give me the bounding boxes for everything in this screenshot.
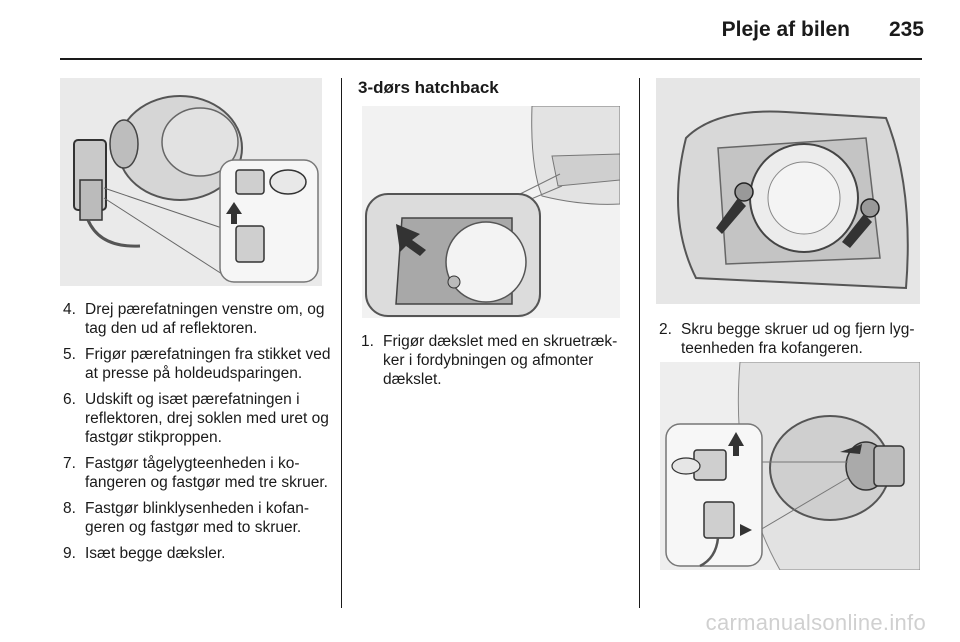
list-item xyxy=(60,390,332,447)
steps-list-right xyxy=(656,320,928,365)
list-item xyxy=(656,320,928,358)
list-item xyxy=(60,499,332,537)
bulb-removal-drawing xyxy=(660,362,920,570)
step-number: 2. xyxy=(659,321,672,338)
list-item xyxy=(358,332,630,389)
steps-list-middle xyxy=(358,332,630,396)
bumper-cover-drawing xyxy=(362,106,620,318)
fog-lamp-bulb-drawing xyxy=(60,78,322,286)
column-divider-left xyxy=(341,78,342,608)
step-number: 7. xyxy=(63,455,76,472)
watermark: carmanualsonline.info xyxy=(705,610,926,635)
list-item xyxy=(60,454,332,492)
step-number: 4. xyxy=(63,301,76,318)
step-text: Drej pærefatningen venstre om, og tag den ud af reflektoren. xyxy=(85,301,325,337)
step-number: 6. xyxy=(63,391,76,408)
section-title: 3-dørs hatchback xyxy=(358,78,499,97)
list-item xyxy=(60,300,332,338)
fog-lamp-screws-illustration xyxy=(656,78,920,304)
header-title: Pleje af bilen xyxy=(721,18,850,41)
step-text: Frigør dækslet med en skruetrækker i fordybningen og afmonter dækslet. xyxy=(383,333,618,388)
page-header xyxy=(0,0,960,60)
step-text: Frigør pærefatningen fra stikket ved at presse på holdeudsparingen. xyxy=(85,346,331,382)
step-number: 5. xyxy=(63,346,76,363)
page-number: 235 xyxy=(888,18,924,41)
list-item xyxy=(60,345,332,383)
step-text: Fastgør tågelygteenheden i kofangeren og fastgør med tre skruer. xyxy=(85,455,328,491)
step-text: Fastgør blinklysenheden i kofangeren og fastgør med to skruer. xyxy=(85,500,310,536)
bulb-removal-illustration xyxy=(660,362,920,570)
header-divider xyxy=(60,58,922,60)
step-text: Skru begge skruer ud og fjern lygteenheden fra kofangeren. xyxy=(681,321,915,357)
step-number: 1. xyxy=(361,333,374,350)
step-text: Isæt begge dæksler. xyxy=(85,545,226,562)
step-number: 9. xyxy=(63,545,76,562)
fog-lamp-bulb-illustration xyxy=(60,78,322,286)
fog-lamp-screws-drawing xyxy=(656,78,920,304)
step-text: Udskift og isæt pærefatningen i reflektoren, drej soklen med uret og fastgør stikproppen. xyxy=(85,391,329,446)
list-item xyxy=(60,544,332,563)
column-divider-right xyxy=(639,78,640,608)
step-number: 8. xyxy=(63,500,76,517)
steps-list-left xyxy=(60,300,332,570)
bumper-cover-illustration xyxy=(362,106,620,318)
